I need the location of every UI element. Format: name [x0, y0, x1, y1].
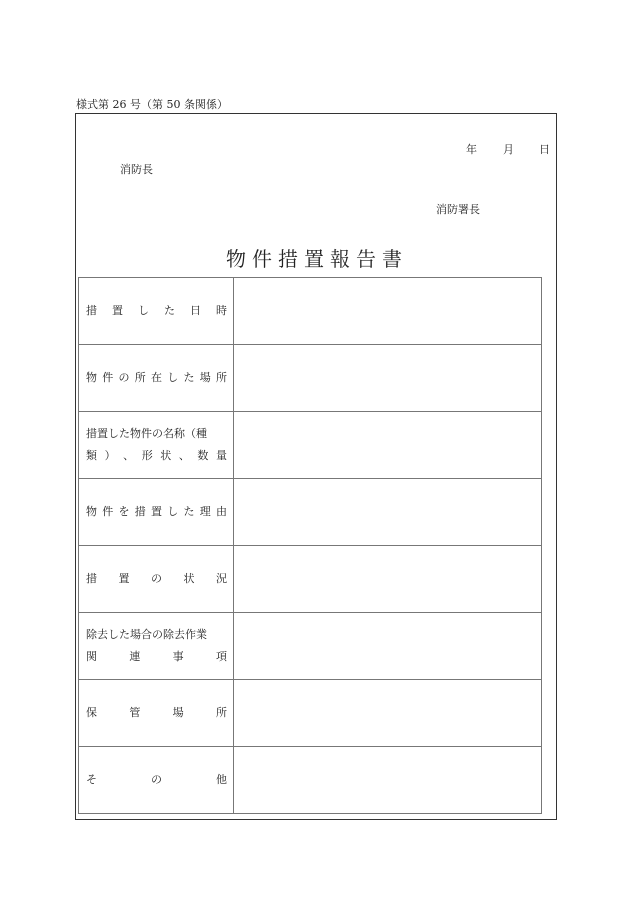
row-label-char: 形	[141, 449, 153, 462]
row-label	[79, 412, 234, 479]
date-line	[466, 141, 551, 157]
row-label-char: 連	[129, 650, 141, 663]
addressee: 消防長	[120, 163, 153, 176]
row-action-reason	[79, 479, 542, 546]
day-label: 日	[539, 143, 550, 156]
row-label-char: 状	[183, 572, 195, 585]
row-value-field[interactable]	[234, 747, 542, 814]
row-storage-location	[79, 680, 542, 747]
row-label	[79, 546, 234, 613]
row-label-char: 物	[86, 505, 97, 518]
row-label-char: 保	[86, 706, 97, 719]
row-label-char: 措	[86, 304, 97, 317]
row-label-char: 関	[86, 650, 97, 663]
row-label-line	[86, 702, 227, 724]
row-label-char: 数	[197, 449, 209, 462]
row-label-char: ）	[104, 449, 116, 462]
row-label-char: た	[183, 371, 195, 384]
row-value-field[interactable]	[234, 412, 542, 479]
row-label-char: 置	[151, 505, 162, 518]
row-label	[79, 613, 234, 680]
row-label-char: 在	[151, 371, 162, 384]
row-label-char: 、	[123, 449, 135, 462]
row-label-char: 所	[134, 371, 146, 384]
row-label-char: 場	[199, 371, 211, 384]
row-label-char: の	[151, 773, 162, 786]
row-label-char: 置	[118, 572, 130, 585]
row-label-char: 他	[216, 773, 227, 786]
row-label-char: た	[164, 304, 175, 317]
row-value-field[interactable]	[234, 613, 542, 680]
row-label	[79, 747, 234, 814]
row-label-char: 所	[215, 706, 227, 719]
row-label-char: 場	[172, 706, 184, 719]
row-label-line	[86, 568, 227, 590]
row-label-char: 項	[215, 650, 227, 663]
row-label	[79, 278, 234, 345]
year-label: 年	[466, 143, 477, 156]
row-label-char: 所	[216, 371, 227, 384]
row-label-char: 、	[178, 449, 190, 462]
row-label-char: 件	[102, 371, 114, 384]
row-value-field[interactable]	[234, 680, 542, 747]
row-action-status	[79, 546, 542, 613]
row-label-char: 管	[129, 706, 141, 719]
row-label-char: 事	[172, 650, 184, 663]
row-label-char: 状	[160, 449, 172, 462]
row-label	[79, 479, 234, 546]
row-label-char: そ	[86, 773, 97, 786]
row-label-char: 物	[86, 371, 97, 384]
row-label-char: 由	[216, 505, 227, 518]
row-item-location	[79, 345, 542, 412]
row-other	[79, 747, 542, 814]
row-label-line	[86, 445, 227, 467]
row-label-char: を	[118, 505, 130, 518]
row-label	[79, 345, 234, 412]
form-number: 様式第 26 号（第 50 条関係）	[76, 98, 228, 111]
month-label: 月	[503, 143, 514, 156]
row-value-field[interactable]	[234, 345, 542, 412]
row-label-char: 理	[199, 505, 211, 518]
report-table-body	[79, 278, 542, 814]
row-label-line	[86, 367, 227, 389]
row-removal-related-matters	[79, 613, 542, 680]
row-label-char: 日	[190, 304, 201, 317]
row-value-field[interactable]	[234, 546, 542, 613]
row-value-field[interactable]	[234, 278, 542, 345]
row-label-char: 件	[102, 505, 114, 518]
row-label	[79, 680, 234, 747]
row-item-name-type-shape-quantity	[79, 412, 542, 479]
row-label-char: し	[138, 304, 149, 317]
row-label-line: 措置した物件の名称（種	[86, 427, 207, 440]
row-label-char: の	[118, 371, 130, 384]
row-label-line	[86, 300, 227, 322]
row-label-char: た	[183, 505, 195, 518]
row-label-char: し	[167, 505, 179, 518]
row-label-char: 類	[86, 449, 97, 462]
sender: 消防署長	[436, 203, 480, 216]
document-title: 物件措置報告書	[226, 247, 408, 271]
row-value-field[interactable]	[234, 479, 542, 546]
row-label-char: 措	[134, 505, 146, 518]
row-label-char: 量	[215, 449, 227, 462]
row-label-line	[86, 646, 227, 668]
row-label-char: 時	[216, 304, 227, 317]
row-action-datetime	[79, 278, 542, 345]
row-label-line	[86, 501, 227, 523]
row-label-char: の	[151, 572, 162, 585]
report-table	[78, 277, 542, 814]
row-label-char: し	[167, 371, 179, 384]
row-label-char: 措	[86, 572, 97, 585]
row-label-line	[86, 769, 227, 791]
row-label-line: 除去した場合の除去作業	[86, 628, 207, 641]
row-label-char: 置	[112, 304, 123, 317]
row-label-char: 況	[216, 572, 227, 585]
